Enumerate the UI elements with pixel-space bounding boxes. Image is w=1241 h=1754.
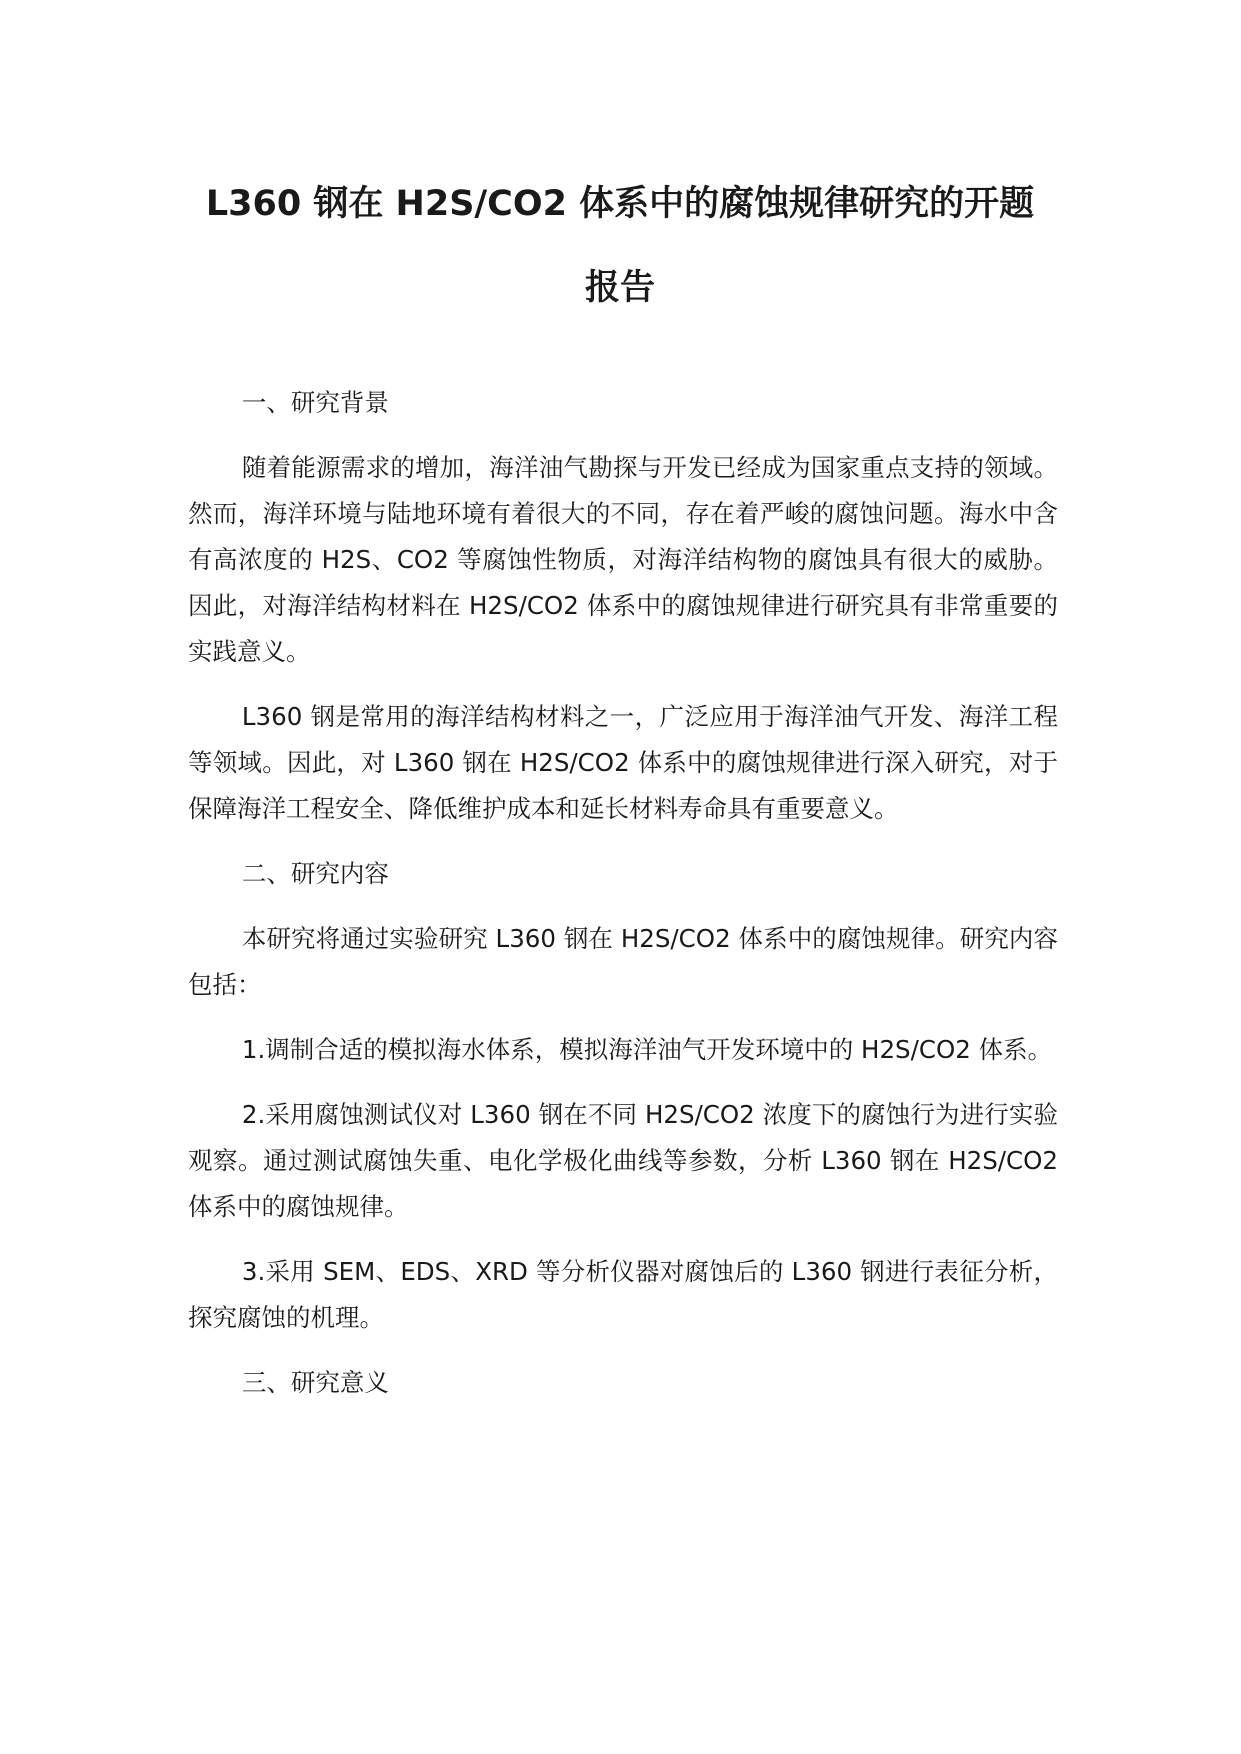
document-body bbox=[188, 380, 1058, 1425]
document-title-line-1: L360 钢在 H2S/CO2 体系中的腐蚀规律研究的开题 bbox=[205, 184, 1035, 224]
section-heading-significance: 三、研究意义 bbox=[241, 1368, 389, 1397]
paragraph: L360 钢是常用的海洋结构材料之一，广泛应用于海洋油气开发、海洋工程等领域。因此，对 L360 钢在 H2S/CO2 体系中的腐蚀规律进行深入研究，对于保障海洋工程安全、降低维护成本和延长材料寿命具有重要意义。 bbox=[188, 702, 1058, 823]
paragraph: 本研究将通过实验研究 L360 钢在 H2S/CO2 体系中的腐蚀规律。研究内容包括： bbox=[188, 924, 1058, 999]
document-title-line-2: 报告 bbox=[584, 268, 655, 308]
list-item: 2.采用腐蚀测试仪对 L360 钢在不同 H2S/CO2 浓度下的腐蚀行为进行实验观察。通过测试腐蚀失重、电化学极化曲线等参数，分析 L360 钢在 H2S/CO2 体系中的腐蚀规律。 bbox=[188, 1100, 1058, 1221]
section-heading-content: 二、研究内容 bbox=[241, 859, 389, 888]
list-item: 1.调制合适的模拟海水体系，模拟海洋油气开发环境中的 H2S/CO2 体系。 bbox=[241, 1035, 1053, 1064]
paragraph: 随着能源需求的增加，海洋油气勘探与开发已经成为国家重点支持的领域。然而，海洋环境与陆地环境有着很大的不同，存在着严峻的腐蚀问题。海水中含有高浓度的 H2S、CO2 等腐蚀性物质，对海洋结构物的腐蚀具有很大的威胁。因此，对海洋结构材料在 H2S/CO2 体系中的腐蚀规律进行研究具有非常重要的实践意义。 bbox=[188, 453, 1058, 666]
section-heading-background: 一、研究背景 bbox=[241, 388, 389, 417]
list-item: 3.采用 SEM、EDS、XRD 等分析仪器对腐蚀后的 L360 钢进行表征分析，探究腐蚀的机理。 bbox=[188, 1257, 1058, 1332]
